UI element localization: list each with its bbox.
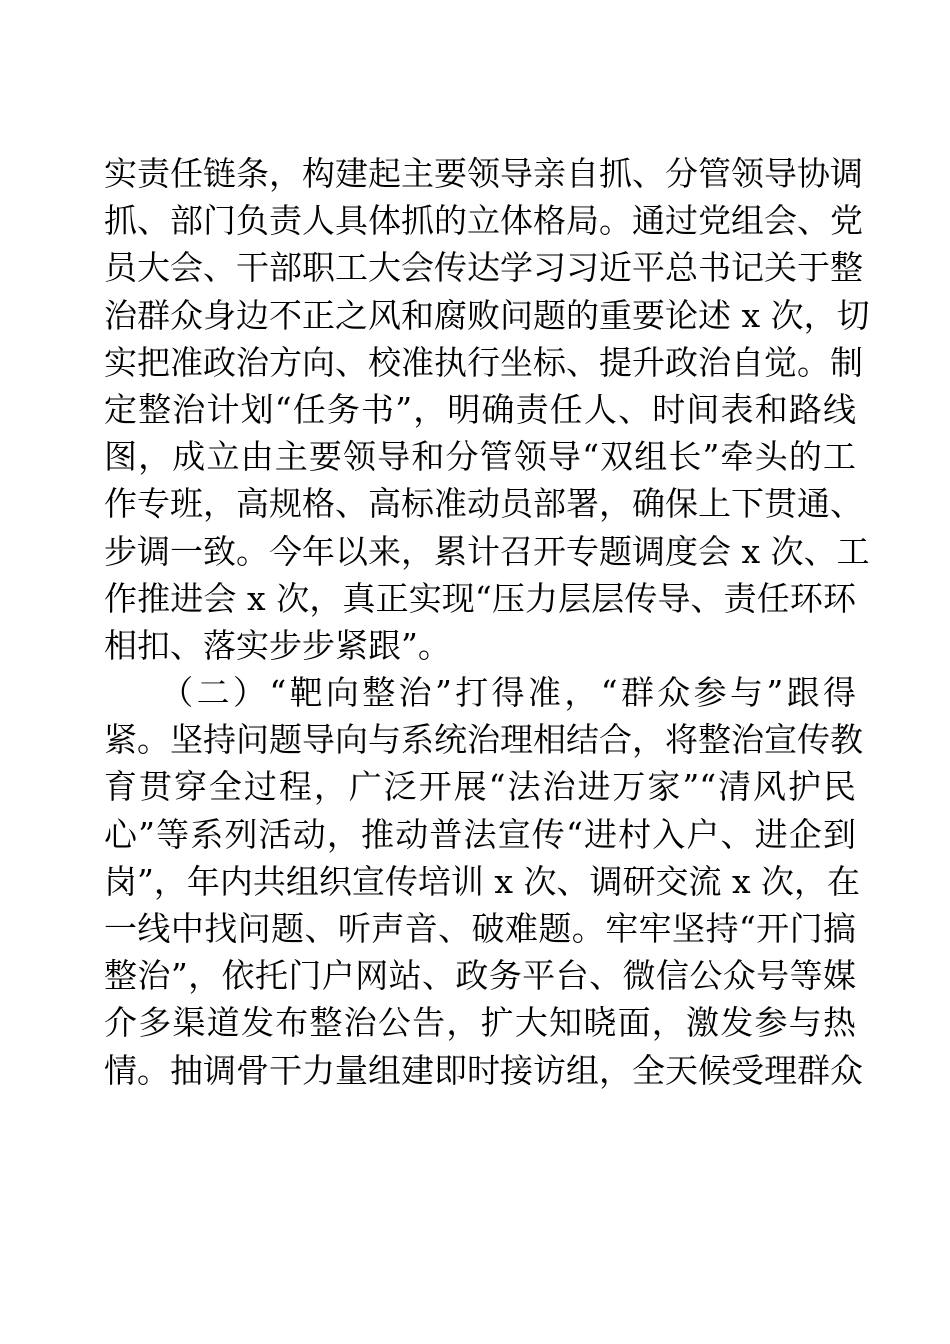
text-line: 抓、部门负责人具体抓的立体格局。通过党组会、党 <box>104 201 863 241</box>
section-heading-line: （二）“靶向整治”打得准，“群众参与”跟得 <box>104 673 856 713</box>
text-line: 整治”，依托门户网站、政务平台、微信公众号等媒 <box>104 956 856 996</box>
text-line: 岗”，年内共组织宣传培训 x 次、调研交流 x 次，在 <box>104 861 861 901</box>
text-line: 作专班，高规格、高标准动员部署，确保上下贯通、 <box>104 484 863 524</box>
text-line: 紧。坚持问题导向与系统治理相结合，将整治宣传教 <box>104 720 863 760</box>
text-line: 图，成立由主要领导和分管领导“双组长”牵头的工 <box>104 437 856 477</box>
text-line: 步调一致。今年以来，累计召开专题调度会 x 次、工 <box>104 531 870 571</box>
text-line: 实责任链条，构建起主要领导亲自抓、分管领导协调 <box>104 154 863 193</box>
text-line: 作推进会 x 次，真正实现“压力层层传导、责任环环 <box>104 578 856 618</box>
paragraph-end-line: 相扣、落实步步紧跟”。 <box>104 625 451 665</box>
text-line: 一线中找问题、听声音、破难题。牢牢坚持“开门搞 <box>104 909 856 948</box>
body-text <box>104 150 870 1094</box>
text-line: 治群众身边不正之风和腐败问题的重要论述 x 次，切 <box>104 295 870 335</box>
text-line: 介多渠道发布整治公告，扩大知晓面，激发参与热 <box>104 1003 856 1043</box>
text-line: 实把准政治方向、校准执行坐标、提升政治自觉。制 <box>104 342 863 382</box>
text-line: 育贯穿全过程，广泛开展“法治进万家”“清风护民 <box>104 767 856 807</box>
text-line: 情。抽调骨干力量组建即时接访组，全天候受理群众 <box>104 1050 863 1090</box>
text-line: 员大会、干部职工大会传达学习习近平总书记关于整 <box>104 248 863 288</box>
text-line: 定整治计划“任务书”，明确责任人、时间表和路线 <box>104 389 856 429</box>
text-line: 心”等系列活动，推动普法宣传“进村入户、进企到 <box>104 814 856 854</box>
